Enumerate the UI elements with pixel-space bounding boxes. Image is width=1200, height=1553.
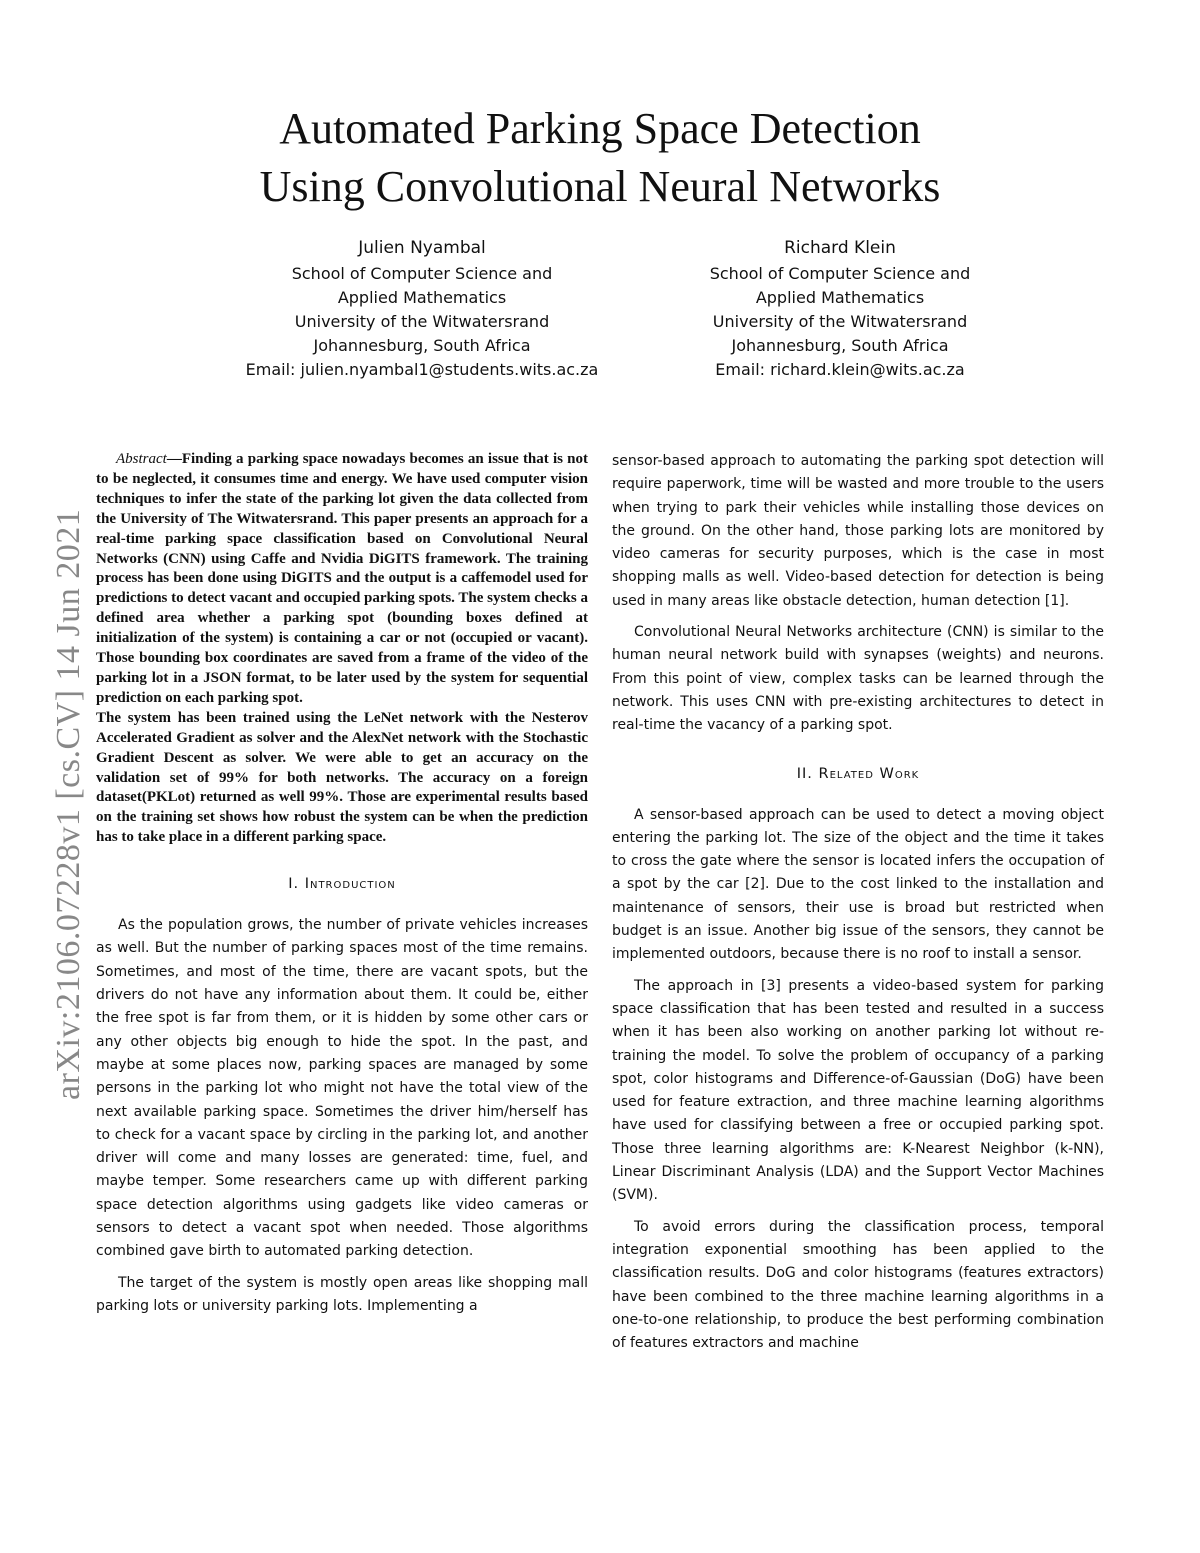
author-block-1 <box>212 236 632 382</box>
abstract-text: Finding a parking space nowadays becomes an issue that is not to be neglected, it consumes time and energy. We have used computer vision techniques to infer the state of the parking lot given the data collected from the University of The Witwatersrand. This paper presents an approach for a real-time parking space classification based on Convolutional Neural Networks (CNN) using Caffe and Nvidia DiGITS framework. The training process has been done using DiGITS and the output is a caffemodel used for predictions to detect vacant and occupied parking spots. The system checks a defined area whether a parking spot (bounding boxes defined at initialization of the system) is containing a car or not (occupied or vacant). Those bounding box coordinates are saved from a frame of the video of the parking lot in a JSON format, to be later used by the system for sequential prediction on each parking spot. <box>96 451 588 706</box>
section-title: Related Work <box>818 765 920 782</box>
author-name: Julien Nyambal <box>358 238 486 258</box>
author-block-2 <box>630 236 1050 382</box>
author-location: Johannesburg, South Africa <box>313 336 531 355</box>
author-university: University of the Witwatersrand <box>294 312 550 331</box>
author-affiliation: School of Computer Science and <box>709 264 971 283</box>
author-email: Email: richard.klein@wits.ac.za <box>715 360 965 379</box>
section-title: Introduction <box>304 876 396 893</box>
paper-title <box>0 100 1200 216</box>
author-name: Richard Klein <box>784 238 896 258</box>
author-affiliation: School of Computer Science and <box>291 264 553 283</box>
left-column <box>96 450 588 1326</box>
title-line-1: Automated Parking Space Detection <box>279 104 921 153</box>
intro-paragraph-1: As the population grows, the number of private vehicles increases as well. But the number of parking spaces most of the time remains. Sometimes, and most of the time, there are vacant spots, but the drivers do not have any information about them. It could be, either the free spot is far from them, or it is hidden by some other cars or any other objects big enough to hide the spot. In the past, and maybe at some places now, parking spaces are managed by some persons in the parking lot who might not have the total view of the next available parking space. Sometimes the driver him/herself has to check for a vacant space by circling in the parking lot, and another driver will come and many losses are generated: time, fuel, and maybe temper. Some researchers came up with different parking space detection algorithms using gadgets like video cameras or sensors to detect a vacant spot when needed. Those algorithms combined gave birth to automated parking detection. <box>96 917 588 1260</box>
section-heading-related-work <box>612 766 1104 782</box>
author-affiliation: Applied Mathematics <box>337 288 507 307</box>
related-paragraph-1: A sensor-based approach can be used to detect a moving object entering the parking lot. The size of the object and the time it takes to cross the gate where the sensor is located infers the occupation of a spot by the car [2]. Due to the cost linked to the installation and maintenance of sensors, their use is broad but restricted when budget is an issue. Another big issue of the sensors, they cannot be implemented outdoors, because there is no roof to install a sensor. <box>612 806 1104 963</box>
arxiv-identifier: arXiv:2106.07228v1 [cs.CV] 14 Jun 2021 <box>50 508 87 1100</box>
section-number: II. <box>796 765 813 782</box>
author-email: Email: julien.nyambal1@students.wits.ac.za <box>245 360 599 379</box>
right-column <box>612 450 1104 1363</box>
related-paragraph-3: To avoid errors during the classification process, temporal integration exponential smoothing has been applied to the classification results. DoG and color histograms (features extractors) have been combined to the three machine learning algorithms in a one-to-one relationship, to produce the best performing combination of features extractors and machine <box>612 1218 1104 1352</box>
author-affiliation: Applied Mathematics <box>755 288 925 307</box>
section-number: I. <box>288 876 300 893</box>
title-line-2: Using Convolutional Neural Networks <box>259 162 941 211</box>
abstract-label: Abstract <box>116 451 167 467</box>
intro-paragraph-2: The target of the system is mostly open areas like shopping mall parking lots or university parking lots. Implementing a <box>96 1274 588 1314</box>
author-university: University of the Witwatersrand <box>712 312 968 331</box>
section-heading-introduction <box>96 876 588 892</box>
abstract-paragraph-2: The system has been trained using the LeNet network with the Nesterov Accelerated Gradient as solver and the AlexNet network with the Stochastic Gradient Descent as solver. We were able to get an accuracy on the validation set of 99% for both networks. The accuracy on a foreign dataset(PKLot) returned as well 99%. Those are experimental results based on the training set shows how robust the system can be when the prediction has to take place in a different parking space. <box>96 709 588 846</box>
intro-paragraph-2-continued: sensor-based approach to automating the parking spot detection will require paperwork, time will be wasted and more trouble to the users when trying to park their vehicles while installing those devices on the ground. On the other hand, those parking lots are monitored by video cameras for security purposes, which is the case in most shopping malls as well. Video-based detection for detection is being used in many areas like obstacle detection, human detection [1]. <box>612 453 1104 609</box>
author-location: Johannesburg, South Africa <box>731 336 949 355</box>
related-paragraph-2: The approach in [3] presents a video-based system for parking space classification that has been tested and resulted in a success when it has been also working on another parking lot without re-training the model. To solve the problem of occupancy of a parking spot, color histograms and Difference-of-Gaussian (DoG) have been used for feature extraction, and three machine learning algorithms have used for classifying between a free or occupied parking spot. Those three learning algorithms are: K-Nearest Neighbor (k-NN), Linear Discriminant Analysis (LDA) and the Support Vector Machines (SVM). <box>612 977 1104 1204</box>
abstract-paragraph: Abstract—Finding a parking space nowadays becomes an issue that is not to be neglected, it consumes time and energy. We have used computer vision techniques to infer the state of the parking lot given the data collected from the University of The Witwatersrand. This paper presents an approach for a real-time parking space classification based on Convolutional Neural Networks (CNN) using Caffe and Nvidia DiGITS framework. The training process has been done using DiGITS and the output is a caffemodel used for predictions to detect vacant and occupied parking spots. The system checks a defined area whether a parking spot (bounding boxes defined at initialization of the system) is containing a car or not (occupied or vacant). Those bounding box coordinates are saved from a frame of the video of the parking lot in a JSON format, to be later used by the system for sequential prediction on each parking spot. <box>96 451 588 706</box>
intro-paragraph-3: Convolutional Neural Networks architecture (CNN) is similar to the human neural network build with synapses (weights) and neurons. From this point of view, complex tasks can be learned through the network. This uses CNN with pre-existing architectures to detect in real-time the vacancy of a parking spot. <box>612 624 1104 734</box>
